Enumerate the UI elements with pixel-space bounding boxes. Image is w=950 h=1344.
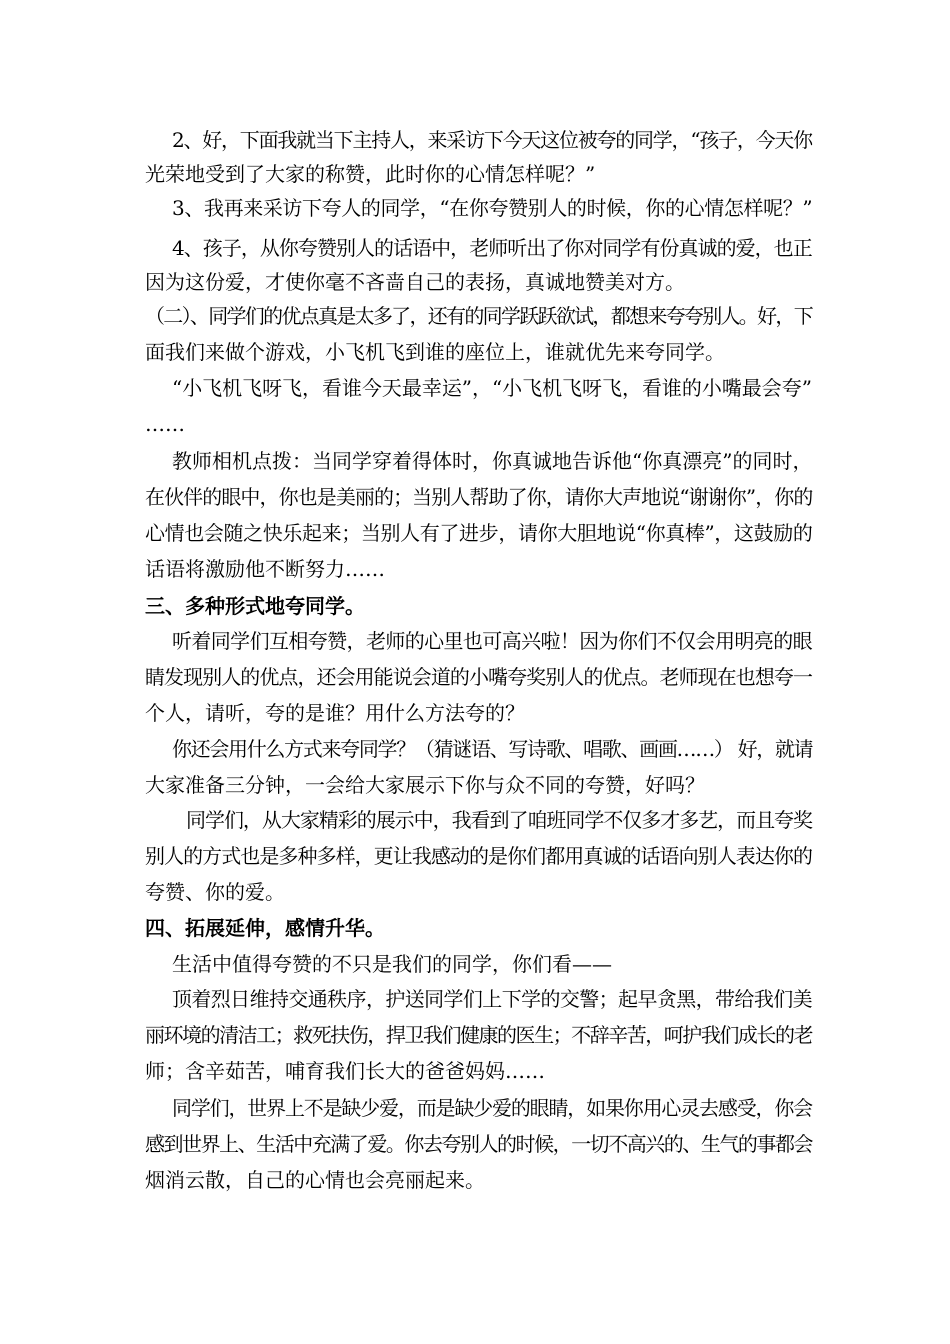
text-line: 大家准备三分钟，一会给大家展示下你与众不同的夸赞，好吗？ [145,773,705,797]
text-line: “小飞机飞呀飞，看谁今天最幸运”，“小飞机飞呀飞，看谁的小嘴最会夸” [172,376,812,400]
text-line: 睛发现别人的优点，还会用能说会道的小嘴夸奖别人的优点。老师现在也想夸一 [145,665,812,689]
text-line: 师；含辛茹苦，哺育我们长大的爸爸妈妈…… [145,1059,545,1083]
text-line: 生活中值得夸赞的不只是我们的同学，你们看—— [172,952,612,976]
text-line: 感到世界上、生活中充满了爱。你去夸别人的时候，一切不高兴的、生气的事都会 [145,1132,812,1156]
text-line: 3、我再来采访下夸人的同学，“在你夸赞别人的时候，你的心情怎样呢？” [172,196,813,220]
text-line: 丽环境的清洁工；救死扶伤，捍卫我们健康的医生；不辞辛苦，呵护我们成长的老 [145,1023,812,1047]
text-line: …… [145,412,185,436]
text-line: 同学们，从大家精彩的展示中，我看到了咱班同学不仅多才多艺，而且夸奖 [186,808,812,832]
text-line: （二）、同学们的优点真是太多了，还有的同学跃跃欲试，都想来夸夸别人。好，下 [145,304,812,328]
text-line: 心情也会随之快乐起来；当别人有了进步，请你大胆地说“你真棒”，这鼓励的 [145,521,813,545]
text-line: 面我们来做个游戏，小飞机飞到谁的座位上，谁就优先来夸同学。 [145,340,725,364]
text-line: 顶着烈日维持交通秩序，护送同学们上下学的交警；起早贪黑，带给我们美 [172,987,812,1011]
text-line: 同学们，世界上不是缺少爱，而是缺少爱的眼睛，如果你用心灵去感受，你会 [172,1096,812,1120]
text-line: 个人，请听，夸的是谁？用什么方法夸的？ [145,701,525,725]
text-line: 2、好，下面我就当下主持人，来采访下今天这位被夸的同学，“孩子，今天你 [172,128,812,152]
text-line: 4、孩子，从你夸赞别人的话语中，老师听出了你对同学有份真诚的爱，也正 [172,236,812,260]
text-line: 话语将激励他不断努力…… [145,557,385,581]
text-line: 烟消云散，自己的心情也会亮丽起来。 [145,1168,485,1192]
text-line: 别人的方式也是多种多样，更让我感动的是你们都用真诚的话语向别人表达你的 [145,844,812,868]
text-line: 听着同学们互相夸赞，老师的心里也可高兴啦！因为你们不仅会用明亮的眼 [172,629,812,653]
section-heading: 四、拓展延伸，感情升华。 [145,916,385,940]
section-heading: 三、多种形式地夸同学。 [145,594,365,618]
text-line: 光荣地受到了大家的称赞，此时你的心情怎样呢？” [145,162,596,186]
text-line: 在伙伴的眼中，你也是美丽的；当别人帮助了你，请你大声地说“谢谢你”，你的 [145,485,813,509]
text-line: 教师相机点拨：当同学穿着得体时，你真诚地告诉他“你真漂亮”的同时， [172,449,813,473]
text-line: 你还会用什么方式来夸同学？（猜谜语、写诗歌、唱歌、画画……） 好，就请 [172,737,813,761]
text-line: 因为这份爱，才使你毫不吝啬自己的表扬，真诚地赞美对方。 [145,270,685,294]
text-line: 夸赞、你的爱。 [145,880,285,904]
